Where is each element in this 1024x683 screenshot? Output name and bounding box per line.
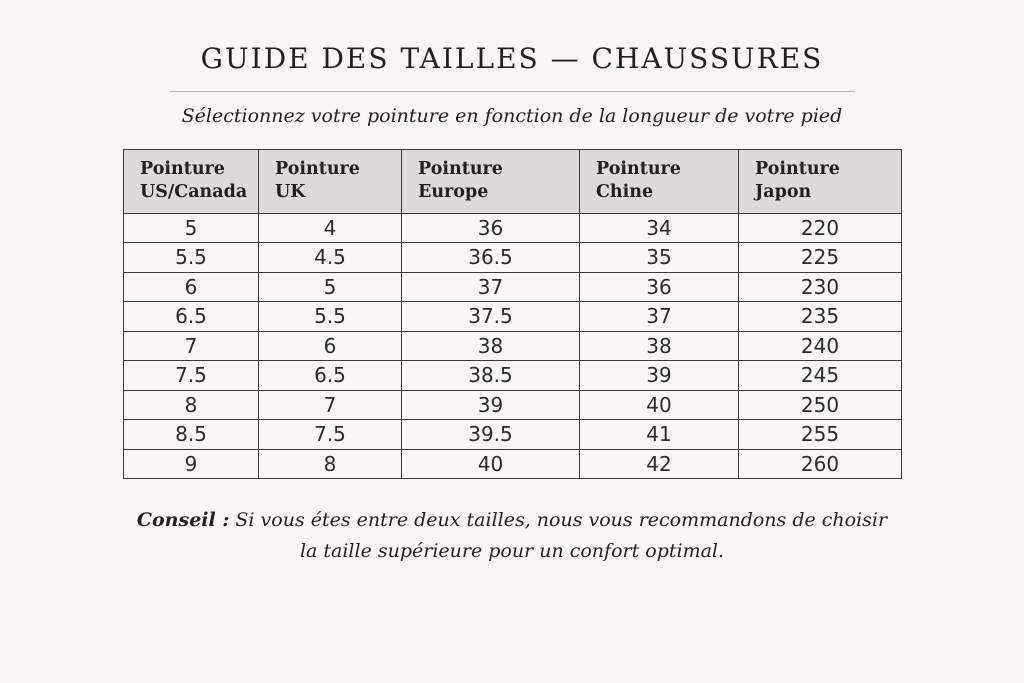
table-cell: 5.5 [259, 302, 402, 332]
size-conversion-table [123, 149, 902, 479]
table-row [124, 302, 902, 332]
table-cell: 36 [580, 272, 739, 302]
table-cell: 39 [402, 390, 580, 420]
table-cell: 5 [259, 272, 402, 302]
table-cell: 7.5 [124, 361, 259, 391]
header-pointure-europe: Pointure Europe [402, 150, 580, 214]
table-cell: 6.5 [124, 302, 259, 332]
table-cell: 230 [739, 272, 902, 302]
table-cell: 7 [124, 331, 259, 361]
table-body [124, 213, 902, 479]
table-cell: 255 [739, 420, 902, 450]
table-row [124, 420, 902, 450]
advice-body: Si vous étes entre deux tailles, nous vous recommandons de choisir la taille supérieure pour un confort optimal. [235, 509, 888, 562]
table-cell: 34 [580, 213, 739, 243]
table-cell: 37 [402, 272, 580, 302]
table-header [124, 150, 902, 214]
table-cell: 7 [259, 390, 402, 420]
page-subtitle: Sélectionnez votre pointure en fonction de la longueur de votre pied [181, 105, 843, 127]
table-header-row [124, 150, 902, 214]
table-row [124, 272, 902, 302]
header-pointure-japon: Pointure Japon [739, 150, 902, 214]
table-cell: 4.5 [259, 243, 402, 273]
table-cell: 4 [259, 213, 402, 243]
table-cell: 38 [580, 331, 739, 361]
advice-label: Conseil : [136, 509, 230, 532]
table-cell: 8.5 [124, 420, 259, 450]
table-cell: 240 [739, 331, 902, 361]
table-row [124, 331, 902, 361]
table-cell: 39.5 [402, 420, 580, 450]
table-cell: 235 [739, 302, 902, 332]
title-divider [170, 91, 855, 92]
table-cell: 40 [580, 390, 739, 420]
table-cell: 260 [739, 449, 902, 479]
table-cell: 5 [124, 213, 259, 243]
table-cell: 35 [580, 243, 739, 273]
table-cell: 36 [402, 213, 580, 243]
header-pointure-uk: Pointure UK [259, 150, 402, 214]
table-cell: 225 [739, 243, 902, 273]
table-cell: 6.5 [259, 361, 402, 391]
table-cell: 37 [580, 302, 739, 332]
table-cell: 37.5 [402, 302, 580, 332]
table-row [124, 361, 902, 391]
table-cell: 8 [124, 390, 259, 420]
page-title: GUIDE DES TAILLES — CHAUSSURES [200, 42, 824, 75]
table-cell: 41 [580, 420, 739, 450]
table-cell: 42 [580, 449, 739, 479]
table-cell: 6 [259, 331, 402, 361]
advice-text [132, 505, 892, 567]
table-row [124, 449, 902, 479]
table-row [124, 243, 902, 273]
table-cell: 36.5 [402, 243, 580, 273]
table-cell: 7.5 [259, 420, 402, 450]
size-table-container [123, 149, 901, 479]
table-cell: 39 [580, 361, 739, 391]
table-cell: 245 [739, 361, 902, 391]
table-row [124, 390, 902, 420]
table-row [124, 213, 902, 243]
table-cell: 40 [402, 449, 580, 479]
table-cell: 38.5 [402, 361, 580, 391]
table-cell: 5.5 [124, 243, 259, 273]
table-cell: 250 [739, 390, 902, 420]
table-cell: 220 [739, 213, 902, 243]
header-pointure-us-canada: Pointure US/Canada [124, 150, 259, 214]
table-cell: 38 [402, 331, 580, 361]
table-cell: 8 [259, 449, 402, 479]
table-cell: 9 [124, 449, 259, 479]
header-pointure-chine: Pointure Chine [580, 150, 739, 214]
table-cell: 6 [124, 272, 259, 302]
